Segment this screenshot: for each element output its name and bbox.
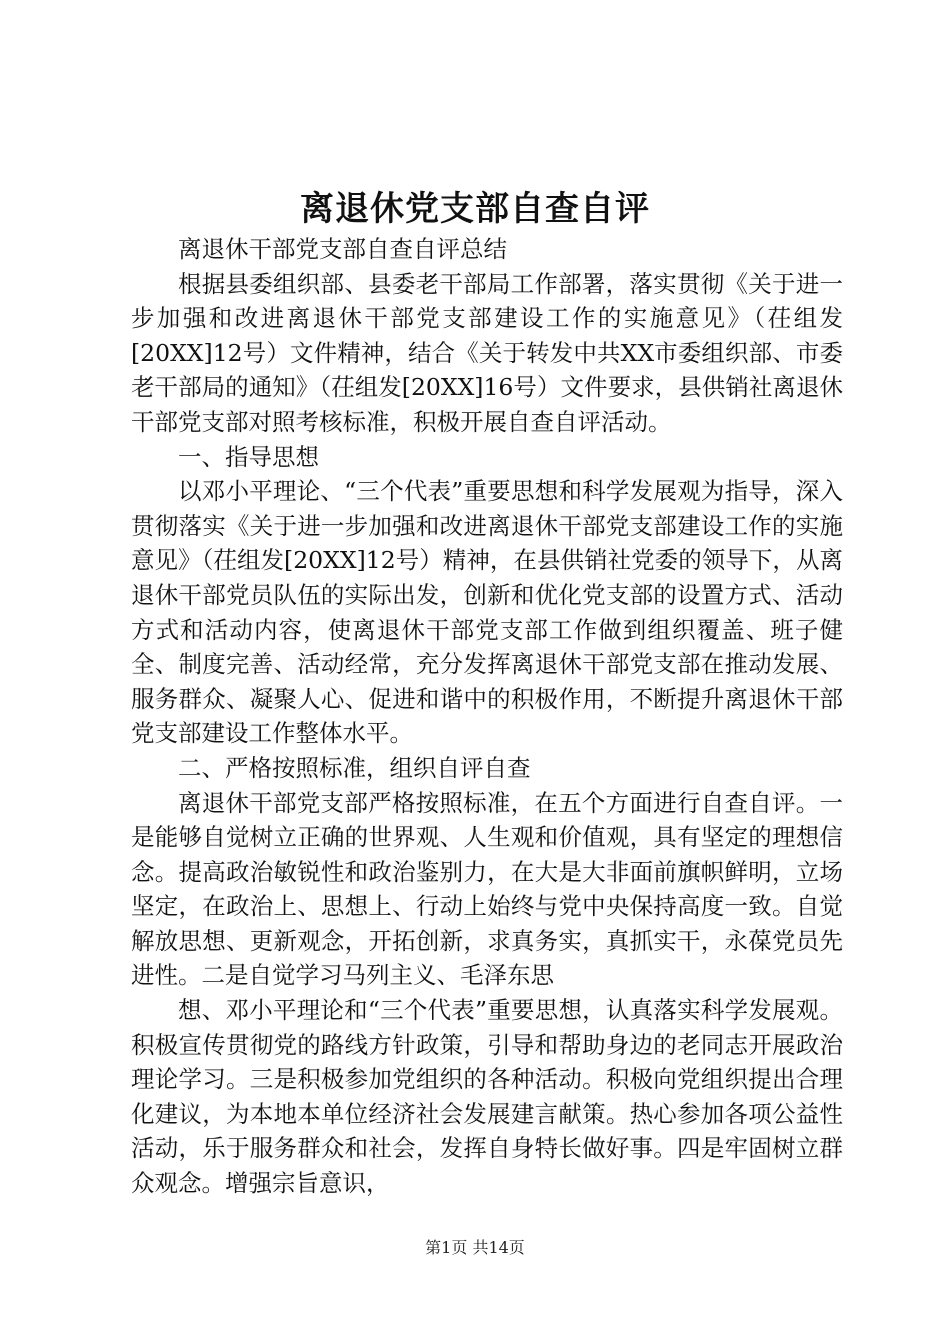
- section-heading-1: 一、指导思想: [178, 442, 319, 471]
- paragraph-subtitle: 离退休干部党支部自查自评总结: [178, 235, 507, 263]
- paragraph-self-check: 离退休干部党支部严格按照标准，在五个方面进行自查自评。一是能够自觉树立正确的世界观、人生观和价值观，具有坚定的理想信念。提高政治敏锐性和政治鉴别力，在大是大非面前旗帜鲜明，立场坚定，在政治上、思想上、行动上始终与党中央保持高度一致。自觉解放思想、更新观念，开拓创新，求真务实，真抓实干，永葆党员先进性。二是自觉学习马列主义、毛泽东思: [131, 788, 843, 990]
- document-body: [131, 232, 843, 1201]
- page-title: 离退休党支部自查自评: [300, 189, 650, 229]
- paragraph-guiding-thought: 以邓小平理论、“三个代表”重要思想和科学发展观为指导，深入贯彻落实《关于进一步加强和改进离退休干部党支部建设工作的实施意见》（茌组发[20XX]12号）精神，在县供销社党委的领导下，从离退休干部党员队伍的实际出发，创新和优化党支部的设置方式、活动方式和活动内容，使离退休干部党支部工作做到组织覆盖、班子健全、制度完善、活动经常，充分发挥离退休干部党支部在推动发展、服务群众、凝聚人心、促进和谐中的积极作用，不断提升离退休干部党支部建设工作整体水平。: [131, 477, 843, 748]
- page-footer: 第1页 共14页: [425, 1238, 525, 1257]
- section-heading-2: 二、严格按照标准，组织自评自查: [178, 753, 531, 782]
- paragraph-continued: 想、邓小平理论和“三个代表”重要思想，认真落实科学发展观。积极宣传贯彻党的路线方针政策，引导和帮助身边的老同志开展政治理论学习。三是积极参加党组织的各种活动。积极向党组织提出合理化建议，为本地本单位经济社会发展建言献策。热心参加各项公益性活动，乐于服务群众和社会，发挥自身特长做好事。四是牢固树立群众观念。增强宗旨意识，: [131, 996, 843, 1198]
- paragraph-intro: 根据县委组织部、县委老干部局工作部署，落实贯彻《关于进一步加强和改进离退休干部党支部建设工作的实施意见》（茌组发[20XX]12号）文件精神，结合《关于转发中共XX市委组织部、市委老干部局的通知》（茌组发[20XX]16号）文件要求，县供销社离退休干部党支部对照考核标准，积极开展自查自评活动。: [131, 269, 843, 436]
